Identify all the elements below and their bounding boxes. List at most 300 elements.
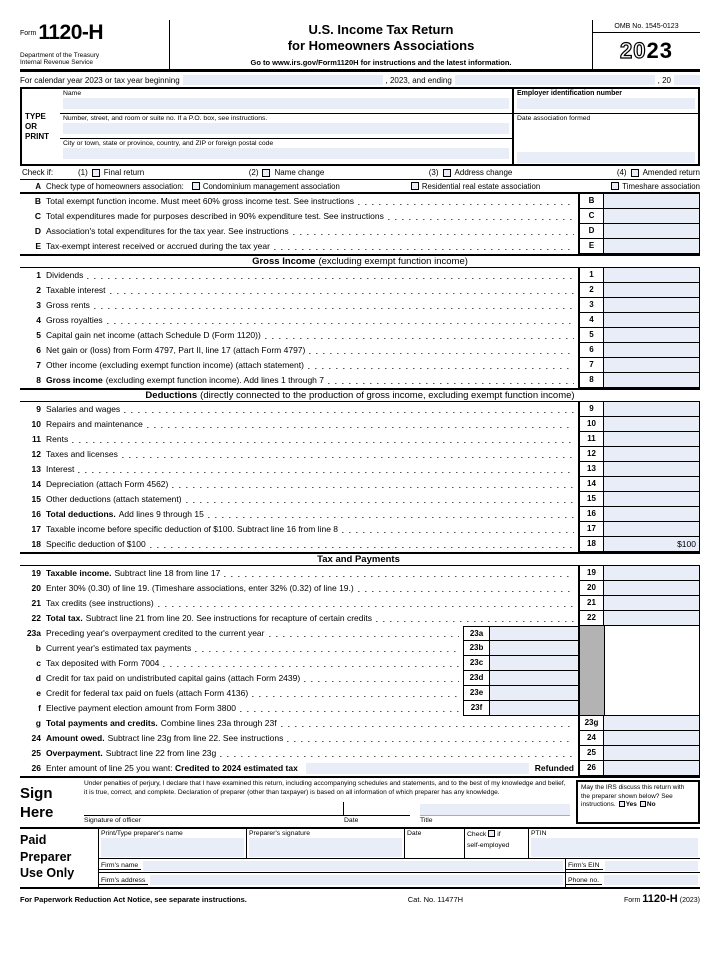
line-label [46, 343, 305, 358]
line-number: 10 [31, 419, 41, 430]
dotted-leader [252, 686, 459, 701]
line-label-bold: Total payments and credits. [46, 718, 158, 729]
form-line-row [20, 581, 700, 596]
line-number: 8 [36, 375, 41, 386]
line-label-bold: Total deductions. [46, 509, 116, 520]
form-line-row [20, 686, 700, 701]
date-label: Date [344, 817, 359, 825]
agency-label [20, 52, 165, 68]
tax-year [593, 33, 700, 69]
line-number-box: 8 [578, 373, 604, 388]
or-word: OR [25, 121, 37, 131]
line-number: 22 [31, 613, 41, 624]
discuss-no-checkbox[interactable] [640, 801, 646, 807]
line-label [46, 596, 154, 611]
association-type-option [611, 182, 700, 191]
amount-field[interactable] [604, 313, 700, 328]
inner-amount-field[interactable] [490, 686, 578, 701]
form-number: 1120-H [38, 21, 104, 44]
signature-title-col [420, 800, 570, 824]
entity-block [20, 88, 700, 166]
dept-treasury: Department of the Treasury [20, 51, 100, 59]
line-number-box: 14 [578, 477, 604, 492]
line-label-text: Other deductions (attach statement) [46, 494, 182, 505]
line-label-text: Net gain or (loss) from Form 4797, Part II, line 17 (attach Form 4797) [46, 345, 306, 356]
association-type-option-label: Timeshare association [622, 181, 700, 191]
title-field[interactable] [420, 804, 570, 816]
check-if-checkbox[interactable] [631, 169, 639, 177]
line-label-text: Total expenditures made for purposes described in 90% expenditure test. See instructions [46, 211, 384, 222]
line-number-box: 23g [578, 716, 604, 731]
credited-label: Credited to 2024 estimated tax [175, 763, 298, 774]
name-field[interactable] [63, 98, 509, 109]
line-label [46, 761, 298, 776]
line-label-text: Tax-exempt interest received or accrued during the tax year [46, 241, 270, 252]
line-number: c [36, 658, 41, 669]
check-if-checkbox[interactable] [262, 169, 270, 177]
line-number-box: E [578, 239, 604, 254]
form-line-row [20, 656, 700, 671]
dotted-leader [265, 328, 574, 343]
line-number-box: 24 [578, 731, 604, 746]
preparer-signature-field[interactable] [249, 838, 402, 857]
option-number: (4) [616, 168, 627, 178]
dotted-leader [274, 239, 574, 254]
form-line-row [20, 224, 700, 239]
form-id-block [20, 20, 170, 69]
omb-year-block [592, 20, 700, 69]
line-number-box: 18 [578, 537, 604, 552]
form-line-row [20, 537, 700, 552]
inner-line-number-box: 23c [463, 656, 490, 671]
option-label: Address change [454, 168, 513, 178]
inner-amount-field[interactable] [490, 656, 578, 671]
tax-total-lines [20, 716, 700, 761]
gross-income-lines [20, 268, 700, 388]
line-number: b [35, 643, 41, 654]
line-number: 14 [31, 479, 41, 490]
dotted-leader [163, 656, 459, 671]
instructions-note: Go to www.irs.gov/Form1120H for instructions and the latest information. [250, 58, 512, 68]
check-if-option [78, 168, 144, 177]
firm-ein-cell [565, 859, 700, 872]
amount-field[interactable] [604, 298, 700, 313]
type-word: TYPE [25, 111, 46, 121]
line-label [46, 656, 159, 671]
line-label [46, 328, 261, 343]
line-label [46, 492, 182, 507]
line-label [46, 716, 277, 731]
dotted-leader [158, 596, 574, 611]
line-label-text: Subtract line 18 from line 17 [114, 568, 221, 579]
use-only-word: Use Only [20, 865, 75, 880]
firm-name-label: Firm's name [99, 862, 141, 870]
section-subtitle: (directly connected to the production of gross income, excluding exempt function income) [200, 390, 575, 402]
association-type-checkbox[interactable] [192, 182, 200, 190]
signature-of-officer-label: Signature of officer [84, 817, 141, 825]
letter-lines [20, 194, 700, 254]
option-number: (3) [428, 168, 439, 178]
dotted-leader [308, 358, 574, 373]
discuss-yes-checkbox[interactable] [619, 801, 625, 807]
dotted-leader [304, 671, 459, 686]
check-if-items [78, 168, 700, 177]
section-title: Gross Income [252, 256, 316, 268]
dotted-leader [293, 224, 574, 239]
dotted-leader [287, 731, 574, 746]
blank-cell [604, 626, 700, 641]
amount-field[interactable] [604, 492, 700, 507]
tax-year-bold: 23 [646, 38, 673, 64]
amount-field[interactable] [604, 402, 700, 417]
ein-cell [514, 89, 698, 114]
city-row [60, 139, 512, 164]
line-label-bold: Overpayment. [46, 748, 103, 759]
deductions-section-header [20, 388, 700, 402]
dotted-leader [224, 566, 574, 581]
line-number-box: 16 [578, 507, 604, 522]
amount-field[interactable] [604, 731, 700, 746]
form-line-row [20, 477, 700, 492]
shaded-cell [578, 701, 604, 716]
amount-field[interactable] [604, 373, 700, 388]
line-number-box: 6 [578, 343, 604, 358]
inner-line-number-box: 23b [463, 641, 490, 656]
line-number-box: 20 [578, 581, 604, 596]
paid-preparer-label [20, 829, 98, 887]
line-label [46, 477, 168, 492]
check-if-checkbox[interactable] [92, 169, 100, 177]
dotted-leader [124, 402, 574, 417]
calendar-prefix: For calendar year 2023 or tax year beginning [20, 76, 180, 86]
amount-field[interactable] [604, 566, 700, 581]
check-if-option [429, 168, 513, 177]
option-label: Name change [274, 168, 325, 178]
amount-field[interactable] [604, 507, 700, 522]
amount-field[interactable] [604, 268, 700, 283]
amount-field[interactable] [604, 581, 700, 596]
preparer-signature-cell [247, 829, 405, 858]
line-number: 21 [31, 598, 41, 609]
ptin-field[interactable] [531, 838, 698, 857]
amount-field[interactable] [604, 224, 700, 239]
form-line-row [20, 373, 700, 388]
self-employed-cell [465, 829, 529, 858]
tax-year-ending-field[interactable] [455, 75, 655, 85]
firm-address-row [99, 873, 700, 887]
inner-amount-field[interactable] [490, 626, 578, 641]
line-number: 13 [31, 464, 41, 475]
line-label [46, 671, 300, 686]
inner-amount-field[interactable] [490, 641, 578, 656]
line-label-text: Enter 30% (0.30) of line 19. (Timeshare associations, enter 32% (0.32) of line 19.) [46, 583, 354, 594]
entity-fields [60, 89, 512, 164]
blank-cell [604, 671, 700, 686]
form-line-row [20, 716, 700, 731]
line-label [46, 686, 248, 701]
line-number-box: 17 [578, 522, 604, 537]
line-label-text: Taxes and licenses [46, 449, 118, 460]
line-label-text: Repairs and maintenance [46, 419, 143, 430]
dotted-leader [72, 432, 574, 447]
line-number: 25 [31, 748, 41, 759]
form-line-row [20, 746, 700, 761]
amount-field[interactable] [604, 477, 700, 492]
print-word: PRINT [25, 131, 49, 141]
dotted-leader [147, 417, 574, 432]
preparer-name-field[interactable] [101, 838, 244, 857]
street-row [60, 114, 512, 139]
line-label-text: Credit for federal tax paid on fuels (attach Form 4136) [46, 688, 249, 699]
dotted-leader [186, 492, 574, 507]
preparer-name-label: Print/Type preparer's name [101, 830, 183, 838]
sign-word: Sign [20, 785, 53, 803]
dotted-leader [240, 701, 459, 716]
street-field[interactable] [63, 123, 509, 134]
phone-label: Phone no. [566, 877, 602, 885]
line-label [46, 417, 143, 432]
dotted-leader [150, 537, 574, 552]
line-number-box: B [578, 194, 604, 209]
line-label-text: Interest [46, 464, 75, 475]
form-line-row [20, 417, 700, 432]
paid-word: Paid [20, 833, 47, 848]
line-number-box: 4 [578, 313, 604, 328]
line-number: 1 [36, 270, 41, 281]
sign-here-section [20, 776, 700, 829]
line-label [46, 701, 236, 716]
ein-field[interactable] [517, 98, 695, 109]
ein-label: Employer identification number [517, 90, 623, 98]
tax-year-ending-year-field[interactable] [674, 75, 700, 85]
dotted-leader [208, 507, 574, 522]
line-number-box: 7 [578, 358, 604, 373]
line-label-text: Taxable income before specific deduction of $100. Subtract line 16 from line 8 [46, 524, 339, 535]
dotted-leader [376, 611, 574, 626]
amount-field[interactable] [604, 611, 700, 626]
line-label [46, 194, 354, 209]
association-type-checkbox[interactable] [611, 182, 619, 190]
line-number: 20 [31, 583, 41, 594]
line-label [46, 358, 304, 373]
form-line-row [20, 194, 700, 209]
inner-line-number-box: 23f [463, 701, 490, 716]
dept-irs: Internal Revenue Service [20, 59, 93, 67]
option-number: (2) [248, 168, 259, 178]
preparer-word: Preparer [20, 849, 72, 864]
line-number: D [34, 226, 41, 237]
omb-number: OMB No. 1545-0123 [593, 20, 700, 33]
amount-field[interactable] [604, 432, 700, 447]
amount-field[interactable] [604, 194, 700, 209]
signature-date-col [344, 800, 410, 824]
line-number: 12 [31, 449, 41, 460]
dotted-leader [107, 313, 574, 328]
line-number: 16 [31, 509, 41, 520]
line-label [46, 224, 289, 239]
association-type-option-label: Condominium management association [202, 181, 340, 191]
line-number: 11 [32, 434, 41, 445]
line-number: 3 [36, 300, 41, 311]
officer-signature-col [84, 800, 344, 824]
firm-name-field[interactable] [143, 861, 563, 871]
form-line-row [20, 239, 700, 254]
line-number: 24 [31, 733, 41, 744]
dotted-leader [358, 194, 574, 209]
line-label [46, 641, 191, 656]
shaded-cell [578, 626, 604, 641]
line-number: 26 [31, 763, 41, 774]
paperwork-notice: For Paperwork Reduction Act Notice, see separate instructions. [20, 895, 247, 905]
signature-row [84, 800, 570, 824]
line-label-bold: Total tax. [46, 613, 83, 624]
form-line-row [20, 328, 700, 343]
entity-right-column [512, 89, 698, 164]
inner-amount-field[interactable] [490, 701, 578, 716]
line-label [46, 432, 68, 447]
amount-field[interactable] [604, 283, 700, 298]
line-label [46, 313, 103, 328]
amount-field[interactable] [604, 209, 700, 224]
association-type-checkbox[interactable] [411, 182, 419, 190]
line-label-text: Elective payment election amount from Form 3800 [46, 703, 236, 714]
form-line-row [20, 447, 700, 462]
line-label [46, 447, 118, 462]
line-label-text: Current year's estimated tax payments [46, 643, 192, 654]
amount-field[interactable] [604, 447, 700, 462]
dotted-leader [110, 283, 574, 298]
form-line-row [20, 596, 700, 611]
signature-date-line[interactable] [344, 800, 410, 816]
line-number: d [35, 673, 41, 684]
dotted-leader [309, 343, 574, 358]
amount-field[interactable] [604, 746, 700, 761]
signature-area [84, 780, 570, 824]
line-label [46, 566, 220, 581]
irs-discuss-text: May the IRS discuss this return with the preparer shown below? See instructions. [581, 784, 685, 809]
ptin-label: PTIN [531, 830, 547, 838]
line-number-box: 3 [578, 298, 604, 313]
amount-field[interactable] [604, 239, 700, 254]
line-label [46, 283, 106, 298]
date-formed-field[interactable] [517, 152, 695, 163]
line-label-text: Rents [46, 434, 69, 445]
inner-line-number-box: 23a [463, 626, 490, 641]
line-label [46, 373, 324, 388]
line-label [46, 746, 216, 761]
form-line-row [20, 268, 700, 283]
firm-ein-label: Firm's EIN [566, 862, 603, 870]
calendar-suffix: , 20 [657, 76, 671, 86]
amount-field[interactable] [604, 596, 700, 611]
line-number: f [38, 703, 41, 714]
blank-cell [604, 656, 700, 671]
form-line-row [20, 492, 700, 507]
line-label-text: Preceding year's overpayment credited to the current year [46, 628, 265, 639]
line-label [46, 581, 354, 596]
line-label-text: (excluding exempt function income). Add lines 1 through 7 [105, 375, 324, 386]
shaded-cell [578, 671, 604, 686]
credited-amount-field[interactable] [306, 763, 529, 774]
footer-form-number: 1120-H [642, 893, 678, 906]
check-if-option [249, 168, 325, 177]
preparer-signature-label: Preparer's signature [249, 830, 310, 838]
option-label: Amended return [642, 168, 700, 178]
form-line-row [20, 671, 700, 686]
association-type-option [192, 182, 340, 191]
dotted-leader [122, 447, 574, 462]
line-label-text: Combine lines 23a through 23f [160, 718, 277, 729]
phone-cell [565, 873, 700, 887]
line-label-text: Salaries and wages [46, 404, 121, 415]
self-employed-label: self-employed [467, 841, 510, 849]
city-field[interactable] [63, 148, 509, 159]
option-label: Final return [103, 168, 145, 178]
line-number: 17 [31, 524, 41, 535]
line-label-text: Other income (excluding exempt function income) (attach statement) [46, 360, 304, 371]
catalog-number: Cat. No. 11477H [407, 895, 464, 905]
line-number: 7 [36, 360, 41, 371]
irs-discuss-box [576, 780, 700, 824]
blank-cell [604, 641, 700, 656]
firm-ein-field[interactable] [605, 861, 698, 871]
dotted-leader [220, 746, 574, 761]
tax-year-beginning-field[interactable] [183, 75, 383, 85]
line-number-box: D [578, 224, 604, 239]
association-type-options [192, 182, 700, 191]
phone-field[interactable] [604, 875, 698, 885]
shaded-cell [578, 686, 604, 701]
gross-income-section-header [20, 254, 700, 268]
amount-field[interactable] [604, 716, 700, 731]
preparer-date-label: Date [407, 830, 422, 838]
line-number: B [34, 196, 41, 207]
shaded-cell [578, 656, 604, 671]
line-label-text: Total exempt function income. Must meet 60% gross income test. See instructions [46, 196, 355, 207]
street-label: Number, street, and room or suite no. If a P.O. box, see instructions. [63, 115, 268, 123]
firm-address-field[interactable] [150, 875, 563, 885]
amount-field[interactable] [604, 358, 700, 373]
refunded-amount-field[interactable] [604, 761, 700, 776]
inner-amount-field[interactable] [490, 671, 578, 686]
line-label-bold: Taxable income. [46, 568, 112, 579]
blank-cell [604, 686, 700, 701]
line-number: 15 [31, 494, 41, 505]
section-title: Deductions [145, 390, 198, 402]
form-line-row [20, 432, 700, 447]
line-number-box: 25 [578, 746, 604, 761]
check-if-checkbox[interactable] [443, 169, 451, 177]
amount-field[interactable]: $100 [604, 537, 700, 552]
amount-field[interactable] [604, 417, 700, 432]
dotted-leader [328, 373, 574, 388]
officer-signature-line[interactable] [84, 800, 344, 816]
amount-field[interactable] [604, 328, 700, 343]
line-number: 19 [31, 568, 41, 579]
line-label-text: Credit for tax paid on undistributed capital gains (attach Form 2439) [46, 673, 301, 684]
amount-field[interactable] [604, 462, 700, 477]
firm-address-label: Firm's address [99, 877, 148, 885]
dotted-leader [281, 716, 574, 731]
line-label [46, 507, 204, 522]
line-number: 2 [36, 285, 41, 296]
form-title-line1: U.S. Income Tax Return [308, 22, 454, 37]
amount-field[interactable] [604, 522, 700, 537]
amount-field[interactable] [604, 343, 700, 358]
line-label [46, 239, 270, 254]
self-employed-checkbox[interactable] [488, 830, 495, 837]
footer-form-year: (2023) [679, 897, 700, 905]
